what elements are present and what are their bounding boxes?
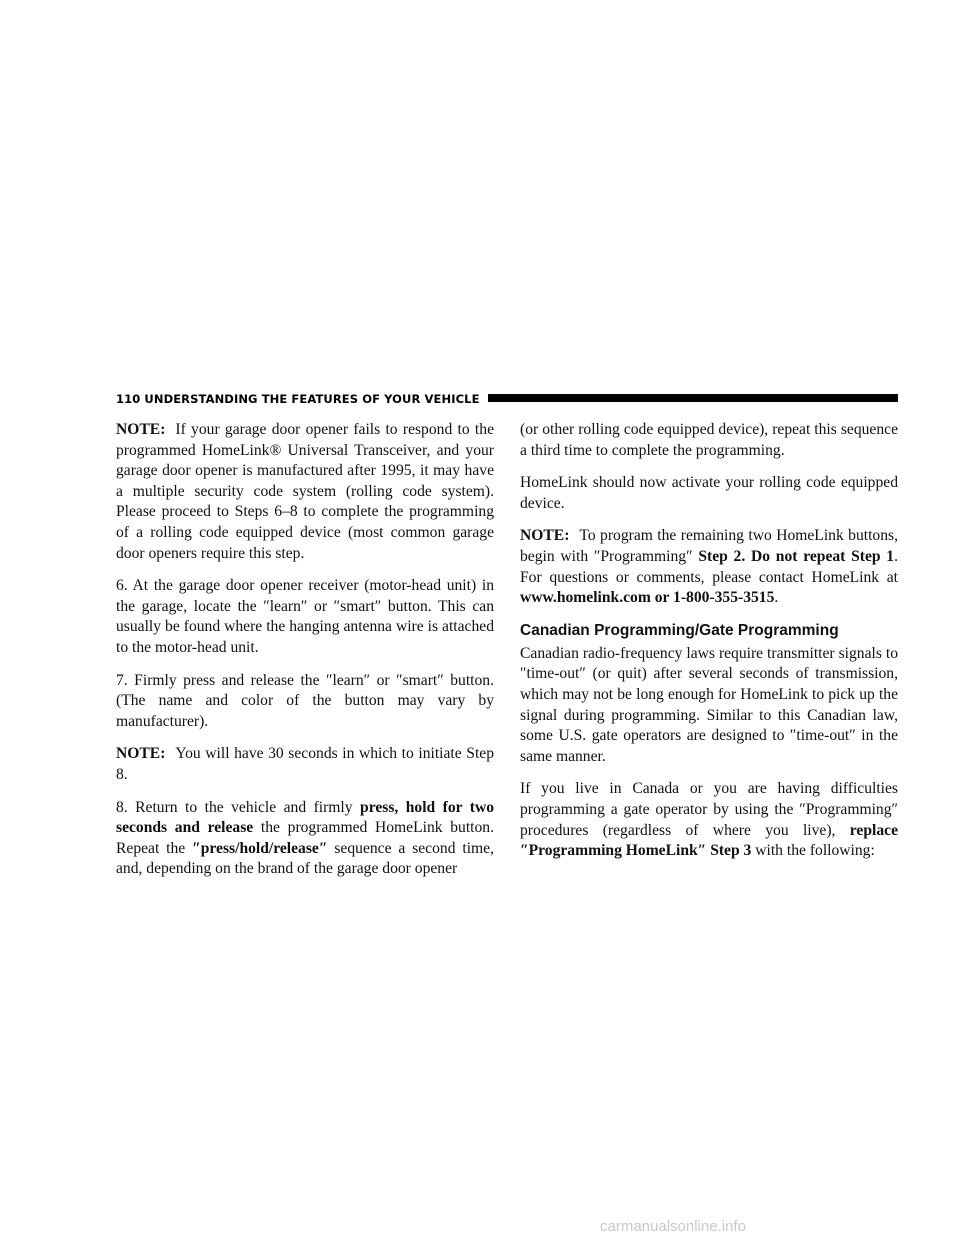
note-text: You will have 30 seconds in which to initiate Step 8. bbox=[116, 745, 494, 783]
step-8-text: the programmed HomeLink button. Repeat the bbox=[116, 819, 494, 857]
homelink-contact: www.homelink.com or 1-800-355-3515 bbox=[520, 589, 775, 607]
note-label: NOTE: bbox=[520, 527, 570, 545]
note-emphasis: Step 2. Do not repeat Step 1 bbox=[698, 547, 895, 565]
step-8-continued: (or other rolling code equipped device), repeat this sequence a third time to complete the programming. bbox=[520, 421, 898, 459]
page-number: 110 bbox=[116, 392, 141, 406]
note-30-seconds bbox=[116, 744, 494, 785]
header-rule bbox=[488, 394, 898, 402]
watermark: carmanualsonline.info bbox=[600, 1218, 746, 1235]
instruction-text: If you live in Canada or you are having difficulties programming a gate operator by using the ″Programming″ procedures (regardless of where you live), bbox=[520, 780, 898, 839]
step-8-text: 8. Return to the vehicle and firmly bbox=[116, 798, 361, 816]
note-label: NOTE: bbox=[116, 421, 166, 438]
note-homelink-fail bbox=[116, 420, 494, 564]
section-title: UNDERSTANDING THE FEATURES OF YOUR VEHICLE bbox=[144, 392, 480, 406]
header-text bbox=[116, 390, 480, 408]
note-text: . bbox=[774, 589, 779, 607]
note-text: . For questions or comments, please contact HomeLink at bbox=[520, 547, 899, 586]
step-6: 6. At the garage door opener receiver (motor-head unit) in the garage, locate the ″learn″ or ″smart″ button. This can usually be found where the hanging antenna wire is attached to the motor-head unit. bbox=[116, 577, 494, 656]
step-8-text: sequence a second time, and, depending on the brand of the garage door opener bbox=[116, 839, 494, 878]
canada-instructions bbox=[520, 779, 898, 861]
note-text: If your garage door opener fails to respond to the programmed HomeLink® Universal Transceiver, and your garage door opener is manufactured after 1995, it may have a multiple security code system (rolling code system). Please proceed to Steps 6–8 to complete the programming of a rolling code equipped device (most common garage door openers require this step. bbox=[116, 421, 494, 562]
step-8 bbox=[116, 798, 494, 880]
right-column bbox=[520, 420, 898, 874]
step-7: 7. Firmly press and release the ″learn″ or ″smart″ button. (The name and color of the button may vary by manufacturer). bbox=[116, 671, 494, 730]
note-remaining-buttons bbox=[520, 526, 898, 608]
section-heading: Canadian Programming/Gate Programming bbox=[520, 621, 839, 639]
note-text: To program the remaining two HomeLink buttons, begin with ″Programming″ bbox=[520, 527, 898, 565]
canadian-law-paragraph: Canadian radio-frequency laws require transmitter signals to ″time-out″ (or quit) after several seconds of transmission, which may not be long enough for HomeLink to pick up the signal during programming. Similar to this Canadian law, some U.S. gate operators are designed to ″time-out″ in the same manner. bbox=[520, 644, 898, 765]
left-column bbox=[116, 420, 494, 892]
activate-paragraph: HomeLink should now activate your rolling code equipped device. bbox=[520, 474, 898, 512]
page-header bbox=[116, 390, 898, 408]
step-8-emphasis: ″press/hold/release″ bbox=[192, 839, 328, 857]
instruction-text: with the following: bbox=[751, 842, 875, 860]
note-label: NOTE: bbox=[116, 745, 166, 763]
step-8-emphasis: press, hold for two seconds and release bbox=[116, 798, 494, 837]
instruction-emphasis: replace ″Programming HomeLink″ Step 3 bbox=[520, 821, 898, 860]
